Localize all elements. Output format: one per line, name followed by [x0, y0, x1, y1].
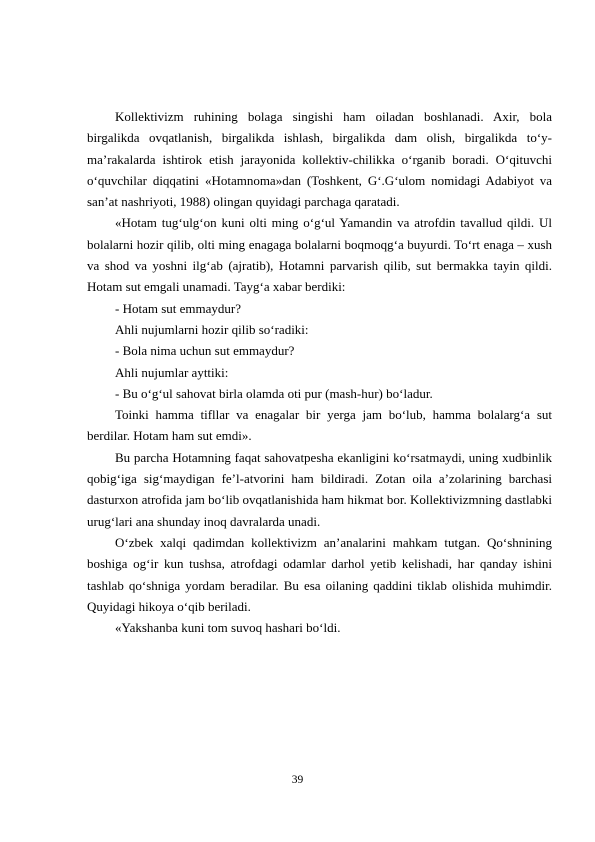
paragraph: - Bu o‘g‘ul sahovat birla olamda oti pur (mash-hur) bo‘ladur. — [115, 385, 433, 401]
page-number: 39 — [291, 774, 304, 786]
paragraph: Ahli nujumlar ayttiki: — [115, 364, 229, 380]
paragraph: Kollektivizm ruhining bolaga singishi ham oiladan boshlanadi. Axir, bola birgalikda ovqatlanish, birgalikda ishlash, birgalikda dam olish, birgalikda to‘y-ma’rakalarda ishtirok etish jarayonida kollektiv-chilikka o‘rganib boradi. O‘qituvchi o‘quvchilar diqqatini «Hotamnoma»dan (Toshkent, G‘.G‘ulom nomidagi Adabiyot va san’at nashriyoti, 1988) olingan quyidagi parchaga qaratadi. — [87, 109, 552, 210]
paragraph: O‘zbek xalqi qadimdan kollektivizm an’analarini mahkam tutgan. Qo‘shnining boshiga og‘ir kun tushsa, atrofdagi odamlar darhol yetib kelishadi, har qanday ishini tashlab qo‘shniga yordam beradilar. Bu esa oilaning qaddini tiklab olishida muhimdir. Quyidagi hikoya o‘qib beriladi. — [87, 534, 552, 614]
paragraph: «Yakshanba kuni tom suvoq hashari bo‘ldi. — [115, 620, 341, 636]
paragraph: - Hotam sut emmaydur? — [115, 300, 241, 316]
body-text — [87, 106, 552, 638]
paragraph: Toinki hamma tifllar va enagalar bir yerga jam bo‘lub, hamma bolalarg‘a sut berdilar. Hotam ham sut emdi». — [87, 407, 552, 444]
paragraph: Bu parcha Hotamning faqat sahovatpesha ekanligini ko‘rsatmaydi, uning xudbinlik qobig‘iga sig‘maydigan fe’l-atvorini ham bildiradi. Zotan oila a’zolarining barchasi dasturxon atrofida jam bo‘lib ovqatlanishida ham hikmat bor. Kollektivizmning dastlabki urug‘lari ana shunday inoq davralarda unadi. — [87, 449, 552, 529]
paragraph: Ahli nujumlarni hozir qilib so‘radiki: — [115, 321, 309, 337]
paragraph: - Bola nima uchun sut emmaydur? — [115, 343, 295, 359]
paragraph: «Hotam tug‘ulg‘on kuni olti ming o‘g‘ul Yamandin va atrofdin tavallud qildi. Ul bolalarni hozir qilib, olti ming enagaga bolalarni boqmoqg‘a buyurdi. To‘rt enaga – xush va shod va yoshni ilg‘ab (ajratib), Hotamni parvarish qilib, sut bermakka tayin qildi. Hotam sut emgali unamadi. Tayg‘a xabar berdiki: — [87, 215, 552, 295]
